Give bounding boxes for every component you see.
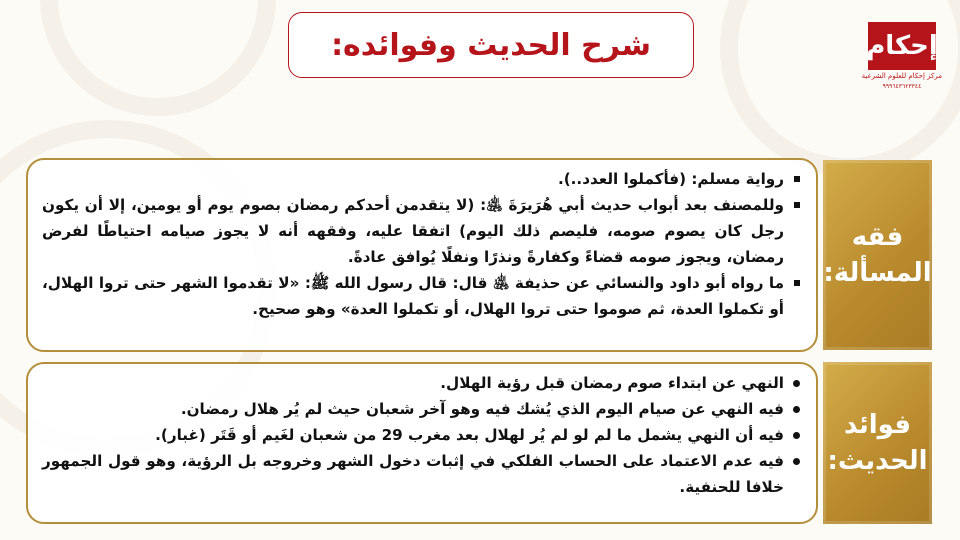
fiqh-item: ما رواه أبو داود والنسائي عن حذيفة ﵁ قال: قال رسول الله ﷺ: «لا تقدموا الشهر حتى تروا الهلال، أو تكملوا العدة، ثم صوموا حتى تروا الهلال، أو تكملوا العدة» وهو صحيح. xyxy=(42,270,784,322)
fiqh-label-line1: فقه xyxy=(851,222,904,252)
logo-subtitle: مركز إحكام للعلوم الشرعية xyxy=(861,72,942,80)
fiqh-list xyxy=(42,166,800,322)
slide-title xyxy=(288,12,694,78)
slide-title-text: شرح الحديث وفوائده: xyxy=(331,27,651,63)
background-ornament-top xyxy=(40,0,276,116)
benefit-item: النهي عن ابتداء صوم رمضان قبل رؤية الهلال. xyxy=(42,370,784,396)
benefits-list xyxy=(42,370,800,500)
benefits-label-line2: الحديث: xyxy=(827,446,928,476)
benefits-label-line1: فوائد xyxy=(843,410,912,440)
benefit-item: فيه عدم الاعتماد على الحساب الفلكي في إثبات دخول الشهر وخروجه بل الرؤية، وهو قول الجمهور خلافا للحنفية. xyxy=(42,448,784,500)
fiqh-label xyxy=(823,160,932,350)
benefits-panel xyxy=(26,362,818,524)
fiqh-item: وللمصنف بعد أبواب حديث أبي هُرَيرَةَ ﵁: (لا يتقدمن أحدكم رمضان بصوم يوم أو يومين، إلا أن يكون رجل كان يصوم صومه، فليصم ذلك اليوم) اتفقا عليه، وفقهه أنه لا يجوز صيامه احتياطًا لفرض رمضان، ويجوز صومه قضاءً وكفارةً ونذرًا ونفلًا يُوافق عادةً. xyxy=(42,192,784,270)
logo-mark: إحكام xyxy=(868,22,936,70)
benefit-item: فيه أن النهي يشمل ما لم لو لم يُر لهلال بعد مغرب 29 من شعبان لغَيم أو قَتَر (غبار). xyxy=(42,422,784,448)
fiqh-item: رواية مسلم: (فأكملوا العدد..). xyxy=(42,166,784,192)
fiqh-label-line2: المسألة: xyxy=(823,258,932,288)
fiqh-panel xyxy=(26,158,818,352)
brand-logo xyxy=(862,22,942,94)
logo-digits: ٩٩٩٦٤٣٦٢٣٣٤٤ xyxy=(882,83,922,90)
benefit-item: فيه النهي عن صيام اليوم الذي يُشك فيه وهو آخر شعبان حيث لم يُر هلال رمضان. xyxy=(42,396,784,422)
benefits-label xyxy=(823,362,932,524)
